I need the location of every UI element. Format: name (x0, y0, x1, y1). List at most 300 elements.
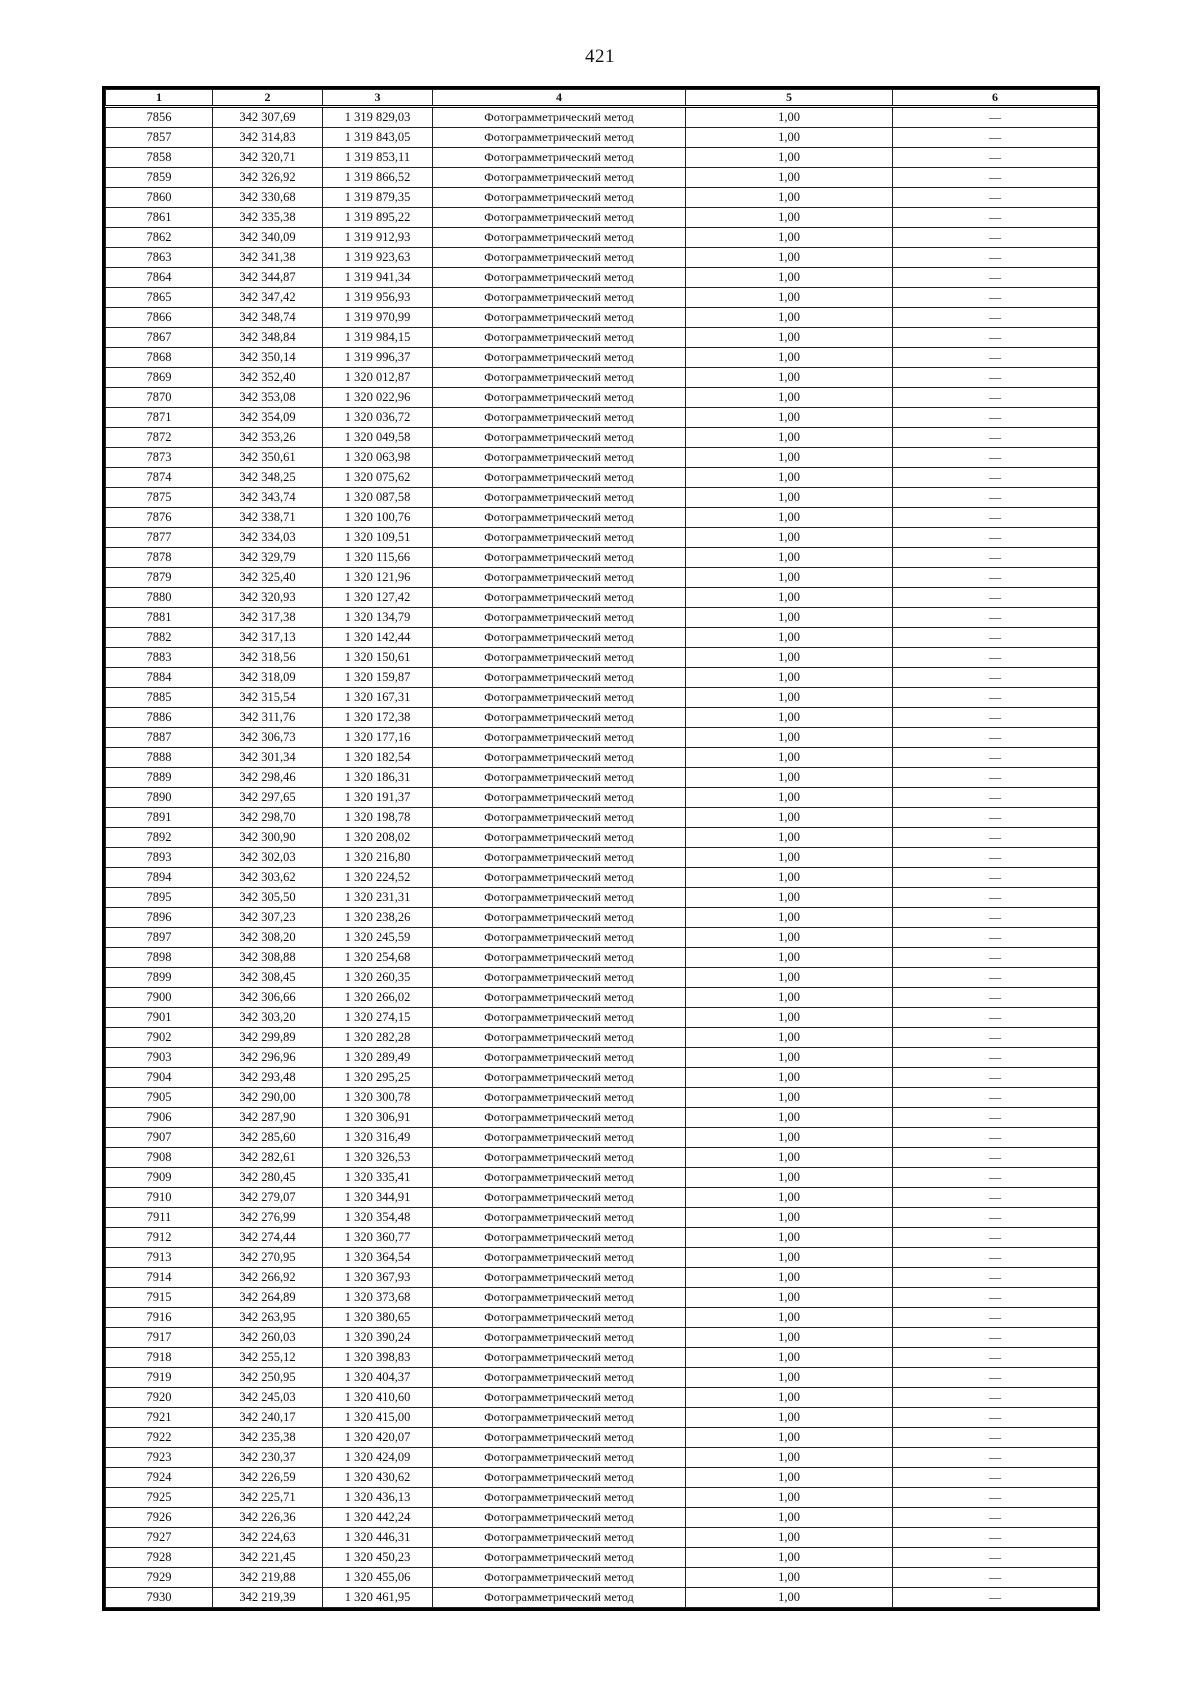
point-number-cell: 7901 (106, 1008, 213, 1028)
point-number-cell: 7891 (106, 808, 213, 828)
point-number-cell: 7927 (106, 1528, 213, 1548)
description-cell: — (893, 528, 1098, 548)
point-number-cell: 7869 (106, 368, 213, 388)
x-coordinate-cell: 342 348,84 (213, 328, 323, 348)
accuracy-cell: 1,00 (686, 528, 893, 548)
y-coordinate-cell: 1 320 121,96 (323, 568, 433, 588)
x-coordinate-cell: 342 287,90 (213, 1108, 323, 1128)
method-cell: Фотограмметрический метод (433, 348, 686, 368)
accuracy-cell: 1,00 (686, 1428, 893, 1448)
accuracy-cell: 1,00 (686, 1548, 893, 1568)
method-cell: Фотограмметрический метод (433, 1428, 686, 1448)
point-number-cell: 7922 (106, 1428, 213, 1448)
table-row (106, 248, 1098, 268)
x-coordinate-cell: 342 308,20 (213, 928, 323, 948)
method-cell: Фотограмметрический метод (433, 248, 686, 268)
method-cell: Фотограмметрический метод (433, 788, 686, 808)
table-row (106, 968, 1098, 988)
point-number-cell: 7896 (106, 908, 213, 928)
x-coordinate-cell: 342 296,96 (213, 1048, 323, 1068)
accuracy-cell: 1,00 (686, 1208, 893, 1228)
point-number-cell: 7863 (106, 248, 213, 268)
x-coordinate-cell: 342 245,03 (213, 1388, 323, 1408)
table-row (106, 1588, 1098, 1608)
x-coordinate-cell: 342 282,61 (213, 1148, 323, 1168)
y-coordinate-cell: 1 320 316,49 (323, 1128, 433, 1148)
description-cell: — (893, 1048, 1098, 1068)
description-cell: — (893, 1008, 1098, 1028)
point-number-cell: 7870 (106, 388, 213, 408)
description-cell: — (893, 1228, 1098, 1248)
table-row (106, 448, 1098, 468)
y-coordinate-cell: 1 320 191,37 (323, 788, 433, 808)
point-number-cell: 7875 (106, 488, 213, 508)
table-row (106, 1328, 1098, 1348)
x-coordinate-cell: 342 308,88 (213, 948, 323, 968)
accuracy-cell: 1,00 (686, 768, 893, 788)
point-number-cell: 7876 (106, 508, 213, 528)
point-number-cell: 7874 (106, 468, 213, 488)
point-number-cell: 7930 (106, 1588, 213, 1608)
method-cell: Фотограмметрический метод (433, 1008, 686, 1028)
x-coordinate-cell: 342 298,70 (213, 808, 323, 828)
point-number-cell: 7879 (106, 568, 213, 588)
x-coordinate-cell: 342 340,09 (213, 228, 323, 248)
point-number-cell: 7915 (106, 1288, 213, 1308)
table-row (106, 608, 1098, 628)
page-number: 421 (585, 46, 615, 67)
x-coordinate-cell: 342 300,90 (213, 828, 323, 848)
y-coordinate-cell: 1 320 300,78 (323, 1088, 433, 1108)
accuracy-cell: 1,00 (686, 1348, 893, 1368)
y-coordinate-cell: 1 320 446,31 (323, 1528, 433, 1548)
y-coordinate-cell: 1 320 380,65 (323, 1308, 433, 1328)
y-coordinate-cell: 1 320 398,83 (323, 1348, 433, 1368)
accuracy-cell: 1,00 (686, 908, 893, 928)
x-coordinate-cell: 342 285,60 (213, 1128, 323, 1148)
x-coordinate-cell: 342 352,40 (213, 368, 323, 388)
y-coordinate-cell: 1 320 289,49 (323, 1048, 433, 1068)
point-number-cell: 7910 (106, 1188, 213, 1208)
point-number-cell: 7873 (106, 448, 213, 468)
y-coordinate-cell: 1 320 335,41 (323, 1168, 433, 1188)
table-row (106, 668, 1098, 688)
point-number-cell: 7866 (106, 308, 213, 328)
accuracy-cell: 1,00 (686, 1188, 893, 1208)
accuracy-cell: 1,00 (686, 508, 893, 528)
accuracy-cell: 1,00 (686, 448, 893, 468)
method-cell: Фотограмметрический метод (433, 888, 686, 908)
description-cell: — (893, 748, 1098, 768)
x-coordinate-cell: 342 299,89 (213, 1028, 323, 1048)
accuracy-cell: 1,00 (686, 328, 893, 348)
method-cell: Фотограмметрический метод (433, 588, 686, 608)
accuracy-cell: 1,00 (686, 948, 893, 968)
y-coordinate-cell: 1 319 895,22 (323, 208, 433, 228)
table-row (106, 648, 1098, 668)
method-cell: Фотограмметрический метод (433, 308, 686, 328)
x-coordinate-cell: 342 226,59 (213, 1468, 323, 1488)
description-cell: — (893, 1128, 1098, 1148)
method-cell: Фотограмметрический метод (433, 908, 686, 928)
description-cell: — (893, 1588, 1098, 1608)
y-coordinate-cell: 1 320 109,51 (323, 528, 433, 548)
description-cell: — (893, 968, 1098, 988)
table-row (106, 1548, 1098, 1568)
x-coordinate-cell: 342 263,95 (213, 1308, 323, 1328)
y-coordinate-cell: 1 319 956,93 (323, 288, 433, 308)
x-coordinate-cell: 342 219,39 (213, 1588, 323, 1608)
description-cell: — (893, 1388, 1098, 1408)
accuracy-cell: 1,00 (686, 548, 893, 568)
x-coordinate-cell: 342 276,99 (213, 1208, 323, 1228)
accuracy-cell: 1,00 (686, 268, 893, 288)
description-cell: — (893, 248, 1098, 268)
description-cell: — (893, 288, 1098, 308)
method-cell: Фотограмметрический метод (433, 468, 686, 488)
method-cell: Фотограмметрический метод (433, 148, 686, 168)
description-cell: — (893, 228, 1098, 248)
description-cell: — (893, 1368, 1098, 1388)
method-cell: Фотограмметрический метод (433, 1268, 686, 1288)
accuracy-cell: 1,00 (686, 288, 893, 308)
x-coordinate-cell: 342 353,08 (213, 388, 323, 408)
y-coordinate-cell: 1 320 282,28 (323, 1028, 433, 1048)
x-coordinate-cell: 342 320,93 (213, 588, 323, 608)
x-coordinate-cell: 342 326,92 (213, 168, 323, 188)
method-cell: Фотограмметрический метод (433, 1168, 686, 1188)
table-row (106, 988, 1098, 1008)
point-number-cell: 7878 (106, 548, 213, 568)
accuracy-cell: 1,00 (686, 1328, 893, 1348)
method-cell: Фотограмметрический метод (433, 688, 686, 708)
table-row (106, 1448, 1098, 1468)
x-coordinate-cell: 342 303,20 (213, 1008, 323, 1028)
table-row (106, 388, 1098, 408)
table-row (106, 1068, 1098, 1088)
description-cell: — (893, 988, 1098, 1008)
y-coordinate-cell: 1 320 430,62 (323, 1468, 433, 1488)
point-number-cell: 7903 (106, 1048, 213, 1068)
method-cell: Фотограмметрический метод (433, 1228, 686, 1248)
point-number-cell: 7893 (106, 848, 213, 868)
x-coordinate-cell: 342 225,71 (213, 1488, 323, 1508)
accuracy-cell: 1,00 (686, 1248, 893, 1268)
point-number-cell: 7924 (106, 1468, 213, 1488)
table-row (106, 348, 1098, 368)
description-cell: — (893, 128, 1098, 148)
method-cell: Фотограмметрический метод (433, 808, 686, 828)
method-cell: Фотограмметрический метод (433, 188, 686, 208)
x-coordinate-cell: 342 325,40 (213, 568, 323, 588)
y-coordinate-cell: 1 320 049,58 (323, 428, 433, 448)
y-coordinate-cell: 1 320 127,42 (323, 588, 433, 608)
method-cell: Фотограмметрический метод (433, 748, 686, 768)
point-number-cell: 7923 (106, 1448, 213, 1468)
table-row (106, 628, 1098, 648)
description-cell: — (893, 388, 1098, 408)
x-coordinate-cell: 342 270,95 (213, 1248, 323, 1268)
x-coordinate-cell: 342 235,38 (213, 1428, 323, 1448)
table-row (106, 148, 1098, 168)
x-coordinate-cell: 342 318,56 (213, 648, 323, 668)
accuracy-cell: 1,00 (686, 1308, 893, 1328)
accuracy-cell: 1,00 (686, 568, 893, 588)
accuracy-cell: 1,00 (686, 388, 893, 408)
x-coordinate-cell: 342 329,79 (213, 548, 323, 568)
method-cell: Фотограмметрический метод (433, 968, 686, 988)
y-coordinate-cell: 1 320 142,44 (323, 628, 433, 648)
y-coordinate-cell: 1 320 216,80 (323, 848, 433, 868)
method-cell: Фотограмметрический метод (433, 1188, 686, 1208)
table-row (106, 768, 1098, 788)
point-number-cell: 7856 (106, 107, 213, 128)
accuracy-cell: 1,00 (686, 808, 893, 828)
method-cell: Фотограмметрический метод (433, 1208, 686, 1228)
description-cell: — (893, 1328, 1098, 1348)
method-cell: Фотограмметрический метод (433, 708, 686, 728)
method-cell: Фотограмметрический метод (433, 868, 686, 888)
table-row (106, 1208, 1098, 1228)
x-coordinate-cell: 342 311,76 (213, 708, 323, 728)
accuracy-cell: 1,00 (686, 1288, 893, 1308)
table-row (106, 1248, 1098, 1268)
method-cell: Фотограмметрический метод (433, 1448, 686, 1468)
table-row (106, 1168, 1098, 1188)
method-cell: Фотограмметрический метод (433, 1148, 686, 1168)
x-coordinate-cell: 342 306,73 (213, 728, 323, 748)
x-coordinate-cell: 342 306,66 (213, 988, 323, 1008)
method-cell: Фотограмметрический метод (433, 1328, 686, 1348)
point-number-cell: 7886 (106, 708, 213, 728)
point-number-cell: 7877 (106, 528, 213, 548)
point-number-cell: 7913 (106, 1248, 213, 1268)
method-cell: Фотограмметрический метод (433, 928, 686, 948)
point-number-cell: 7883 (106, 648, 213, 668)
description-cell: — (893, 508, 1098, 528)
description-cell: — (893, 488, 1098, 508)
column-header-1: 1 (106, 90, 213, 107)
accuracy-cell: 1,00 (686, 308, 893, 328)
x-coordinate-cell: 342 344,87 (213, 268, 323, 288)
method-cell: Фотограмметрический метод (433, 1288, 686, 1308)
point-number-cell: 7872 (106, 428, 213, 448)
table-body (106, 107, 1098, 1608)
method-cell: Фотограмметрический метод (433, 107, 686, 128)
method-cell: Фотограмметрический метод (433, 1028, 686, 1048)
accuracy-cell: 1,00 (686, 368, 893, 388)
method-cell: Фотограмметрический метод (433, 1408, 686, 1428)
accuracy-cell: 1,00 (686, 1408, 893, 1428)
description-cell: — (893, 588, 1098, 608)
table-row (106, 788, 1098, 808)
x-coordinate-cell: 342 260,03 (213, 1328, 323, 1348)
method-cell: Фотограмметрический метод (433, 408, 686, 428)
y-coordinate-cell: 1 320 022,96 (323, 388, 433, 408)
method-cell: Фотограмметрический метод (433, 208, 686, 228)
table-row (106, 1188, 1098, 1208)
point-number-cell: 7926 (106, 1508, 213, 1528)
point-number-cell: 7921 (106, 1408, 213, 1428)
point-number-cell: 7862 (106, 228, 213, 248)
x-coordinate-cell: 342 348,25 (213, 468, 323, 488)
point-number-cell: 7898 (106, 948, 213, 968)
accuracy-cell: 1,00 (686, 1028, 893, 1048)
table-row (106, 1088, 1098, 1108)
table-row (106, 107, 1098, 128)
x-coordinate-cell: 342 298,46 (213, 768, 323, 788)
point-number-cell: 7882 (106, 628, 213, 648)
table-row (106, 1108, 1098, 1128)
x-coordinate-cell: 342 338,71 (213, 508, 323, 528)
table-row (106, 1368, 1098, 1388)
y-coordinate-cell: 1 319 843,05 (323, 128, 433, 148)
x-coordinate-cell: 342 308,45 (213, 968, 323, 988)
table-row (106, 468, 1098, 488)
point-number-cell: 7912 (106, 1228, 213, 1248)
table-row (106, 1528, 1098, 1548)
y-coordinate-cell: 1 320 344,91 (323, 1188, 433, 1208)
description-cell: — (893, 1068, 1098, 1088)
accuracy-cell: 1,00 (686, 488, 893, 508)
method-cell: Фотограмметрический метод (433, 1388, 686, 1408)
description-cell: — (893, 1088, 1098, 1108)
point-number-cell: 7905 (106, 1088, 213, 1108)
description-cell: — (893, 168, 1098, 188)
accuracy-cell: 1,00 (686, 1528, 893, 1548)
x-coordinate-cell: 342 224,63 (213, 1528, 323, 1548)
y-coordinate-cell: 1 320 295,25 (323, 1068, 433, 1088)
table-row (106, 1468, 1098, 1488)
point-number-cell: 7900 (106, 988, 213, 1008)
table-row (106, 728, 1098, 748)
method-cell: Фотограмметрический метод (433, 1248, 686, 1268)
x-coordinate-cell: 342 255,12 (213, 1348, 323, 1368)
point-number-cell: 7920 (106, 1388, 213, 1408)
accuracy-cell: 1,00 (686, 1048, 893, 1068)
method-cell: Фотограмметрический метод (433, 1568, 686, 1588)
description-cell: — (893, 708, 1098, 728)
description-cell: — (893, 1168, 1098, 1188)
x-coordinate-cell: 342 305,50 (213, 888, 323, 908)
x-coordinate-cell: 342 226,36 (213, 1508, 323, 1528)
accuracy-cell: 1,00 (686, 888, 893, 908)
point-number-cell: 7919 (106, 1368, 213, 1388)
table-row (106, 828, 1098, 848)
accuracy-cell: 1,00 (686, 248, 893, 268)
y-coordinate-cell: 1 320 012,87 (323, 368, 433, 388)
y-coordinate-cell: 1 320 198,78 (323, 808, 433, 828)
description-cell: — (893, 648, 1098, 668)
point-number-cell: 7865 (106, 288, 213, 308)
method-cell: Фотограмметрический метод (433, 508, 686, 528)
method-cell: Фотограмметрический метод (433, 528, 686, 548)
accuracy-cell: 1,00 (686, 468, 893, 488)
description-cell: — (893, 1548, 1098, 1568)
x-coordinate-cell: 342 353,26 (213, 428, 323, 448)
method-cell: Фотограмметрический метод (433, 488, 686, 508)
point-number-cell: 7899 (106, 968, 213, 988)
description-cell: — (893, 1248, 1098, 1268)
point-number-cell: 7888 (106, 748, 213, 768)
table-row (106, 908, 1098, 928)
accuracy-cell: 1,00 (686, 148, 893, 168)
y-coordinate-cell: 1 320 245,59 (323, 928, 433, 948)
description-cell: — (893, 468, 1098, 488)
point-number-cell: 7867 (106, 328, 213, 348)
description-cell: — (893, 828, 1098, 848)
method-cell: Фотограмметрический метод (433, 1128, 686, 1148)
method-cell: Фотограмметрический метод (433, 1068, 686, 1088)
table-row (106, 1228, 1098, 1248)
table-row (106, 328, 1098, 348)
point-number-cell: 7889 (106, 768, 213, 788)
y-coordinate-cell: 1 320 087,58 (323, 488, 433, 508)
description-cell: — (893, 1488, 1098, 1508)
x-coordinate-cell: 342 279,07 (213, 1188, 323, 1208)
method-cell: Фотограмметрический метод (433, 548, 686, 568)
description-cell: — (893, 1288, 1098, 1308)
x-coordinate-cell: 342 307,23 (213, 908, 323, 928)
table-row (106, 1048, 1098, 1068)
method-cell: Фотограмметрический метод (433, 828, 686, 848)
y-coordinate-cell: 1 320 100,76 (323, 508, 433, 528)
x-coordinate-cell: 342 350,61 (213, 448, 323, 468)
table-row (106, 928, 1098, 948)
y-coordinate-cell: 1 319 923,63 (323, 248, 433, 268)
y-coordinate-cell: 1 320 150,61 (323, 648, 433, 668)
accuracy-cell: 1,00 (686, 1148, 893, 1168)
x-coordinate-cell: 342 301,34 (213, 748, 323, 768)
table-row (106, 888, 1098, 908)
point-number-cell: 7892 (106, 828, 213, 848)
x-coordinate-cell: 342 297,65 (213, 788, 323, 808)
point-number-cell: 7864 (106, 268, 213, 288)
point-number-cell: 7929 (106, 1568, 213, 1588)
y-coordinate-cell: 1 320 415,00 (323, 1408, 433, 1428)
y-coordinate-cell: 1 320 063,98 (323, 448, 433, 468)
accuracy-cell: 1,00 (686, 107, 893, 128)
x-coordinate-cell: 342 317,38 (213, 608, 323, 628)
table-row (106, 1428, 1098, 1448)
y-coordinate-cell: 1 320 186,31 (323, 768, 433, 788)
x-coordinate-cell: 342 350,14 (213, 348, 323, 368)
table-row (106, 1408, 1098, 1428)
point-number-cell: 7916 (106, 1308, 213, 1328)
point-number-cell: 7907 (106, 1128, 213, 1148)
accuracy-cell: 1,00 (686, 1388, 893, 1408)
x-coordinate-cell: 342 290,00 (213, 1088, 323, 1108)
accuracy-cell: 1,00 (686, 1468, 893, 1488)
point-number-cell: 7902 (106, 1028, 213, 1048)
description-cell: — (893, 1428, 1098, 1448)
description-cell: — (893, 408, 1098, 428)
description-cell: — (893, 268, 1098, 288)
method-cell: Фотограмметрический метод (433, 568, 686, 588)
table-row (106, 368, 1098, 388)
method-cell: Фотограмметрический метод (433, 368, 686, 388)
method-cell: Фотограмметрический метод (433, 1048, 686, 1068)
x-coordinate-cell: 342 293,48 (213, 1068, 323, 1088)
description-cell: — (893, 808, 1098, 828)
table-row (106, 688, 1098, 708)
point-number-cell: 7904 (106, 1068, 213, 1088)
accuracy-cell: 1,00 (686, 348, 893, 368)
accuracy-cell: 1,00 (686, 828, 893, 848)
y-coordinate-cell: 1 319 970,99 (323, 308, 433, 328)
y-coordinate-cell: 1 320 159,87 (323, 668, 433, 688)
y-coordinate-cell: 1 319 866,52 (323, 168, 433, 188)
